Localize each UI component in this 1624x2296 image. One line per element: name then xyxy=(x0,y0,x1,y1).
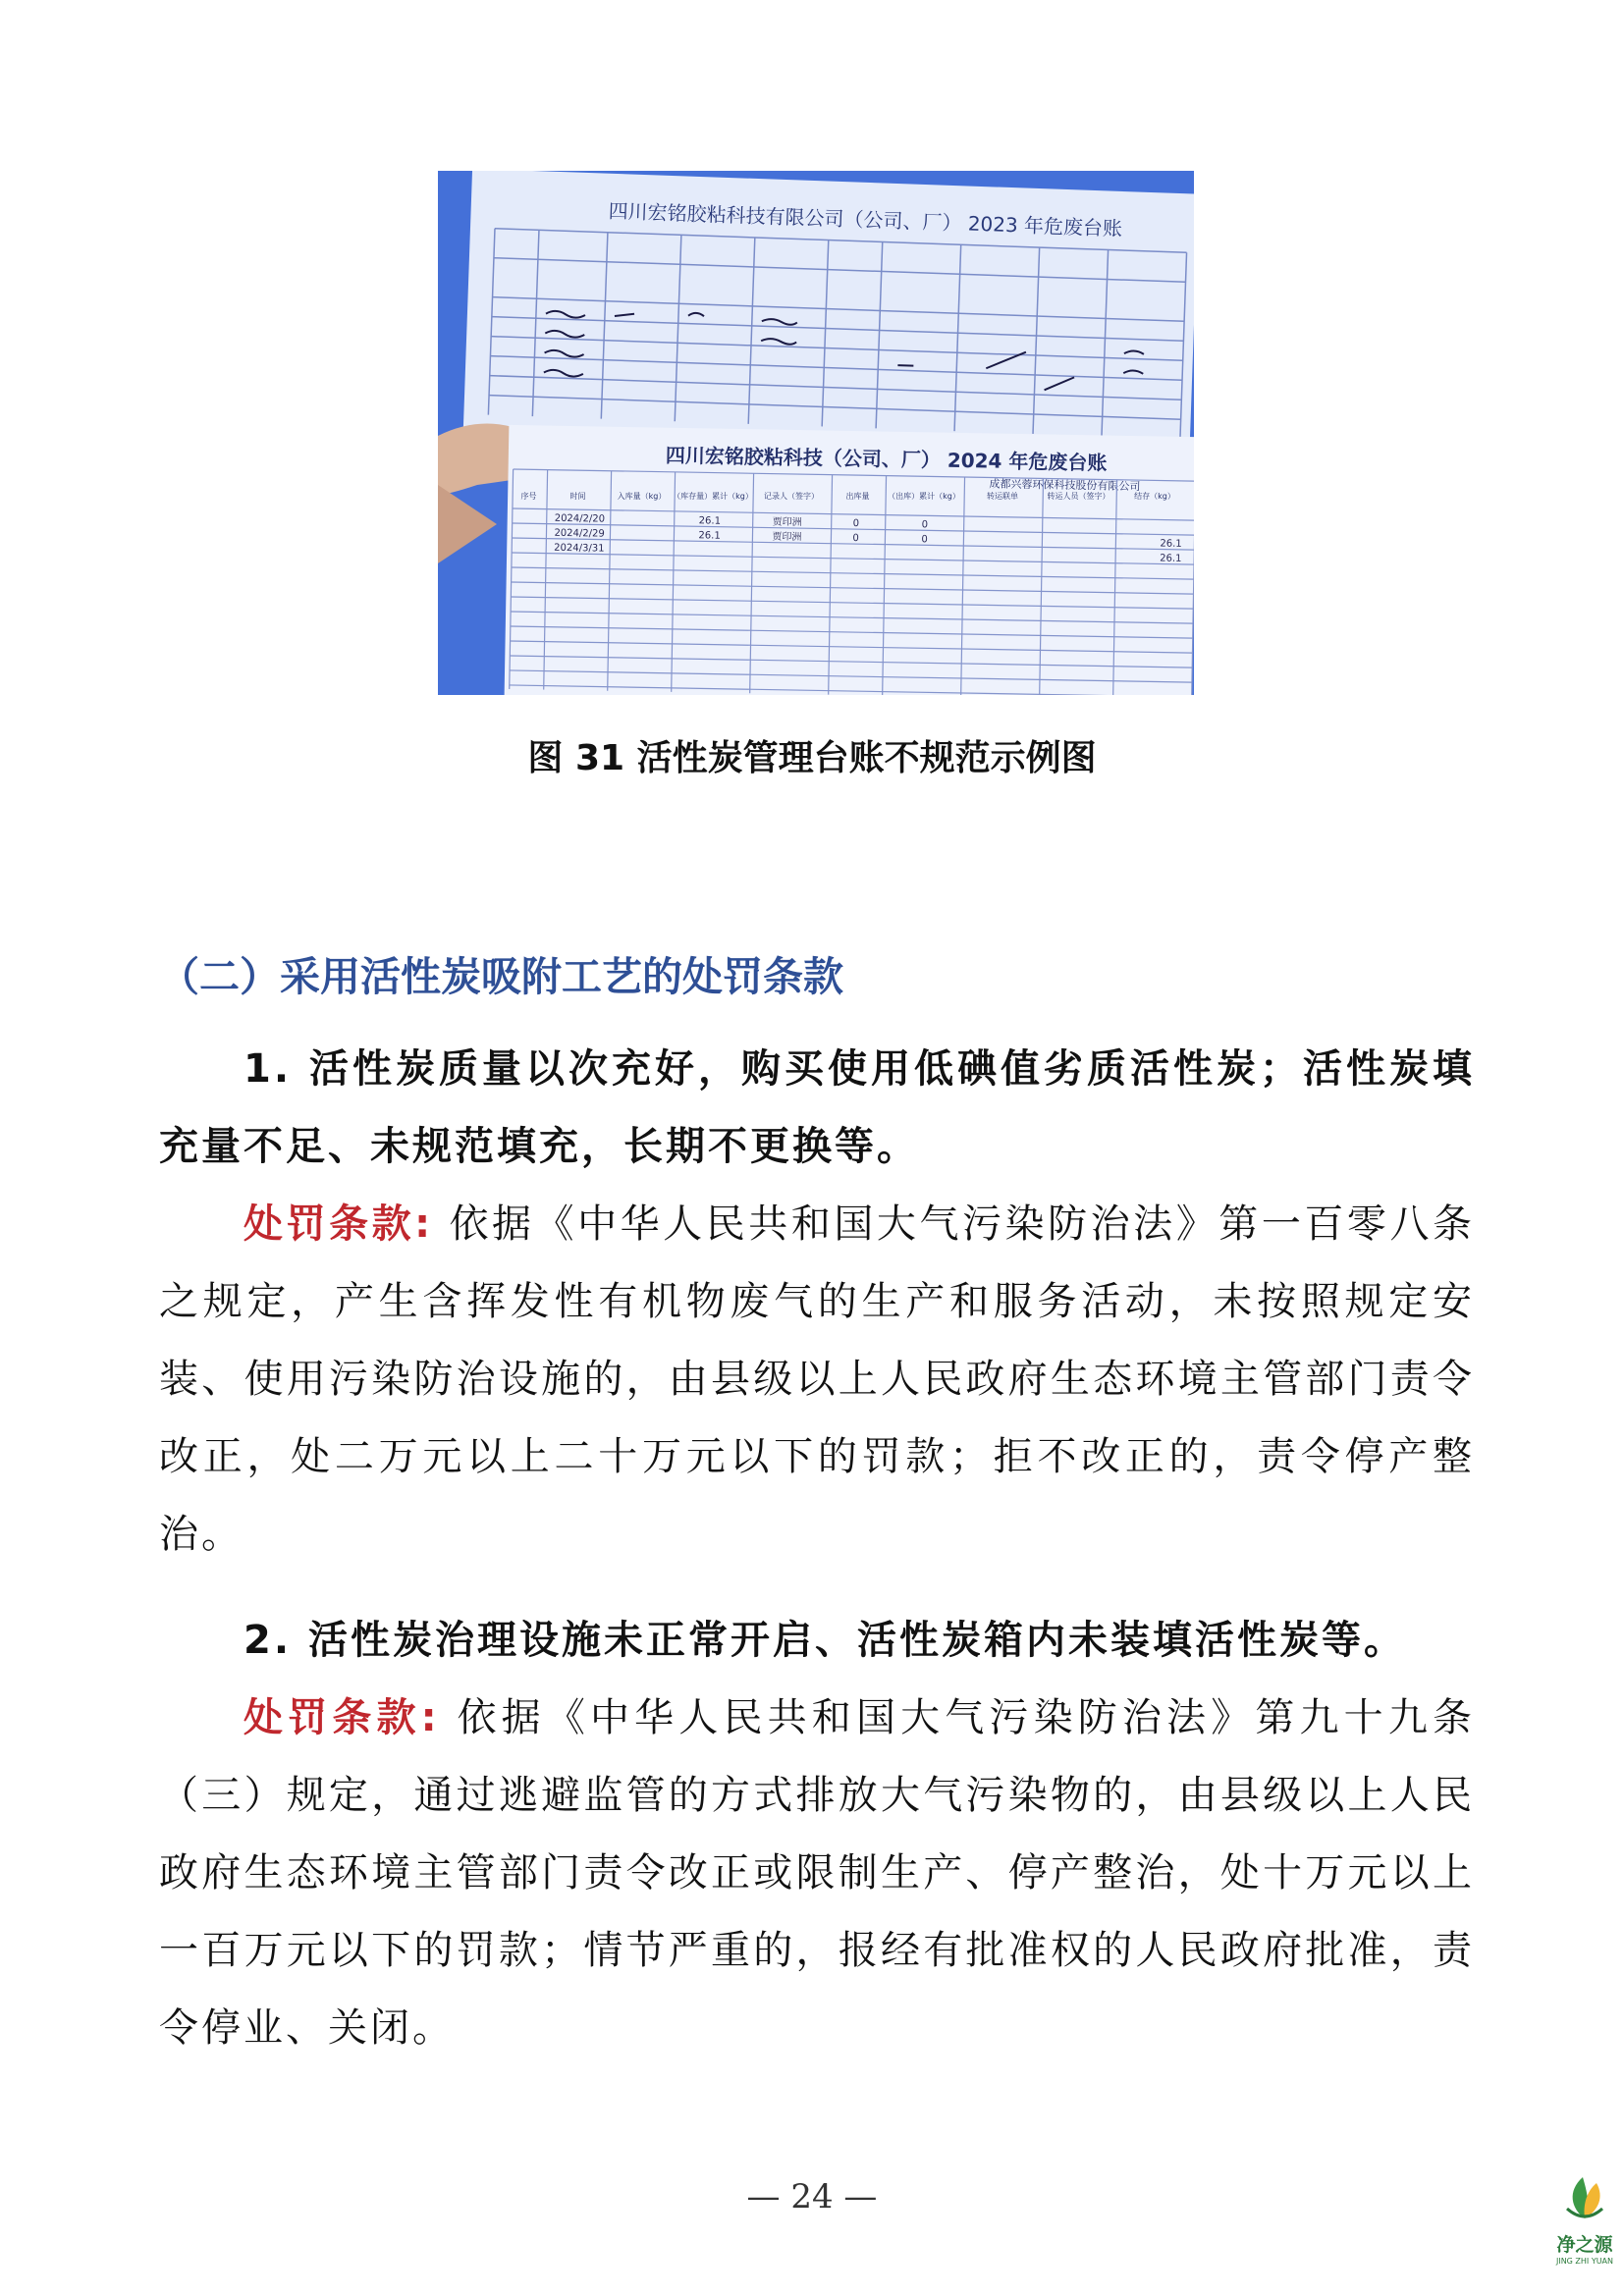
ledger-photo xyxy=(438,171,1194,695)
item-1-title: 1. 活性炭质量以次充好，购买使用低碘值劣质活性炭；活性炭填充量不足、未规范填充，长期不更换等。 xyxy=(159,1046,1475,1169)
svg-text:2024/2/29: 2024/2/29 xyxy=(554,527,605,540)
ledger-header-cell: 入库量（kg） xyxy=(617,492,667,501)
svg-text:贾印洲: 贾印洲 xyxy=(772,531,802,544)
svg-text:贾印洲: 贾印洲 xyxy=(772,516,802,529)
ledger-header-cell: 转运联单 xyxy=(987,492,1018,501)
brand-logo xyxy=(1549,2169,1620,2287)
item-1-penalty xyxy=(159,1186,1475,1574)
ledger-header-cell: 时间 xyxy=(569,492,586,501)
figure-caption: 图 31 活性炭管理台账不规范示例图 xyxy=(527,738,1097,778)
ledger-header-cell: 出库量 xyxy=(845,492,870,501)
svg-text:0: 0 xyxy=(921,534,928,546)
penalty-item-1 xyxy=(159,1031,1475,1574)
ledger-header-cell: （库存量）累计（kg） xyxy=(673,492,753,501)
svg-text:26.1: 26.1 xyxy=(1160,553,1182,564)
svg-text:0: 0 xyxy=(852,533,859,545)
svg-text:2024/3/31: 2024/3/31 xyxy=(554,542,605,555)
item-2-penalty xyxy=(159,1680,1475,2067)
item-1-penalty-text: 依据《中华人民共和国大气污染防治法》第一百零八条之规定，产生含挥发性有机物废气的生产和服务活动，未按照规定安装、使用污染防治设施的，由县级以上人民政府生态环境主管部门责令改正，处二万元以上二十万元以下的罚款；拒不改正的，责令停产整治。 xyxy=(159,1201,1475,1557)
svg-text:26.1: 26.1 xyxy=(698,530,721,542)
svg-text:2024/2/20: 2024/2/20 xyxy=(554,512,606,525)
logo-sub: JING ZHI YUAN xyxy=(1555,2257,1614,2266)
item-2-penalty-label: 处罚条款: xyxy=(244,1695,440,1740)
page-number: — 24 — xyxy=(746,2177,878,2216)
ledger-header-cell: 记录人（签字） xyxy=(764,492,819,501)
ledger-header-cell: 结存（kg） xyxy=(1134,492,1175,501)
svg-text:26.1: 26.1 xyxy=(1160,538,1182,550)
item-2-penalty-text: 依据《中华人民共和国大气污染防治法》第九十九条（三）规定，通过逃避监管的方式排放大气污染物的，由县级以上人民政府生态环境主管部门责令改正或限制生产、停产整治，处十万元以上一百万元以下的罚款；情节严重的，报经有批准权的人民政府批准，责令停业、关闭。 xyxy=(159,1695,1476,2051)
item-1-penalty-label: 处罚条款: xyxy=(244,1201,434,1247)
ledger-header-cell: 转运人员（签字） xyxy=(1047,492,1110,501)
ledger-photo-illustration xyxy=(438,171,1194,695)
ledger-front-title: 四川宏铭胶粘科技（公司、厂） 2024 年危废台账 xyxy=(665,443,1108,475)
svg-text:0: 0 xyxy=(921,519,929,531)
svg-text:0: 0 xyxy=(852,518,860,530)
section-heading: （二）采用活性炭吸附工艺的处罚条款 xyxy=(159,953,843,1000)
ledger-header-cell: （出库）累计（kg） xyxy=(888,492,960,501)
penalty-item-2 xyxy=(159,1602,1475,2067)
ledger-header-cell: 序号 xyxy=(520,492,537,501)
ledger-front-disposal-unit: 成都兴蓉环保科技股份有限公司 xyxy=(989,477,1141,494)
logo-name: 净之源 xyxy=(1556,2234,1613,2256)
leaf-logo-icon xyxy=(1557,2169,1612,2224)
svg-text:26.1: 26.1 xyxy=(698,515,722,527)
item-2-title: 2. 活性炭治理设施未正常开启、活性炭箱内未装填活性炭等。 xyxy=(244,1618,1406,1663)
ledger-back-title: 四川宏铭胶粘科技有限公司（公司、厂） 2023 年危废台账 xyxy=(608,198,1123,241)
